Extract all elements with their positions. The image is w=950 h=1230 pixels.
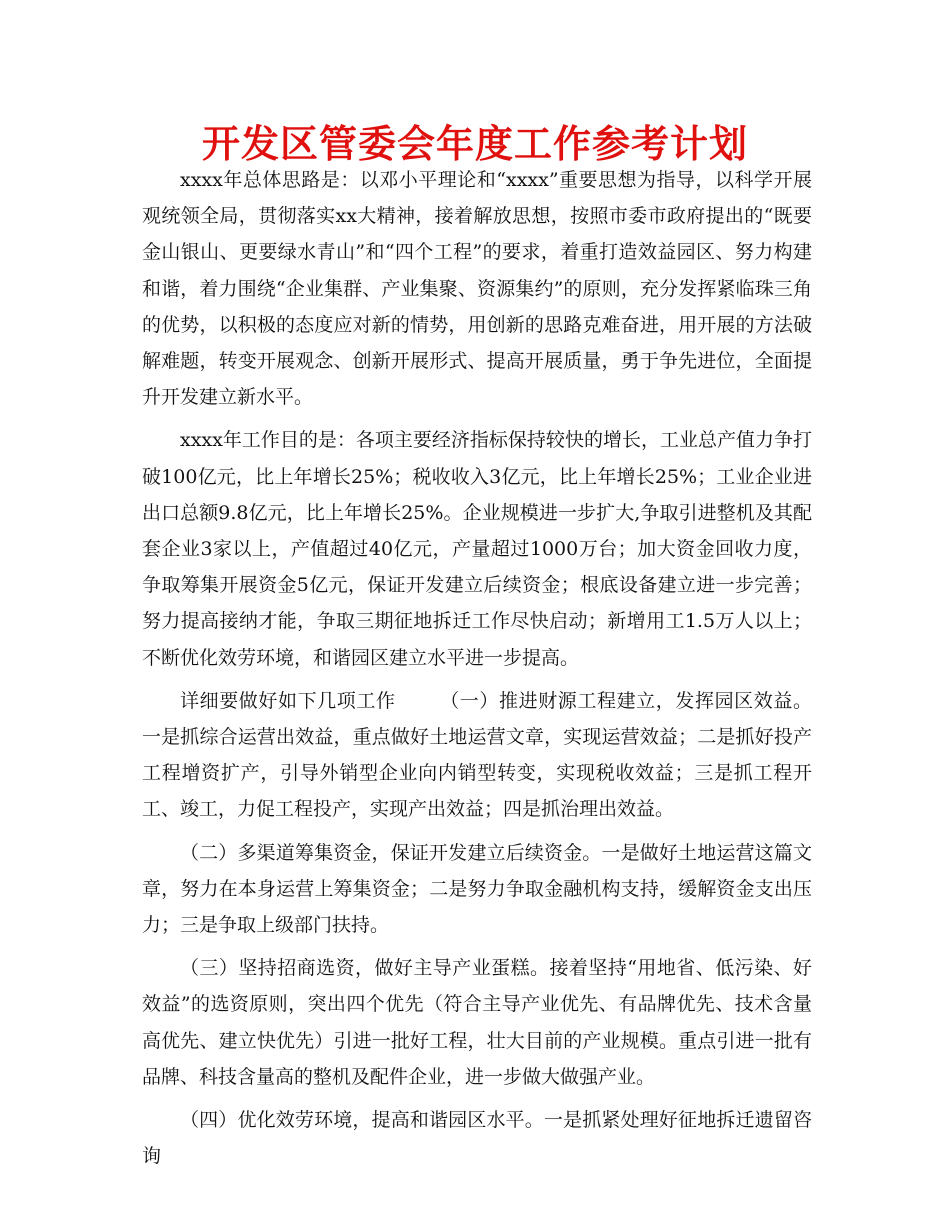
paragraph-task-four: （四）优化效劳环境，提高和谐园区水平。一是抓紧处理好征地拆迁遗留咨询 xyxy=(142,1109,812,1168)
paragraph-task-three: （三）坚持招商选资，做好主导产业蛋糕。接着坚持“用地省、低污染、好效益”的选资原则，突出四个优先（符合主导产业优先、有品牌优先、技术含量高优先、建立快优先）引进一批好工程，壮大目前的产业规模。重点引进一批有品牌、科技含量高的整机及配件企业，进一步做大做强产业。 xyxy=(142,957,812,1088)
paragraph-annual-goals: xxxx年工作目的是：各项主要经济指标保持较快的增长，工业总产值力争打破100亿元，比上年增长25%；税收收入3亿元，比上年增长25%；工业企业进出口总额9.8亿元，比上年增长25%。企业规模进一步扩大,争取引进整机及其配套企业3家以上，产值超过40亿元，产量超过1000万台；加大资金回收力度，争取筹集开展资金5亿元，保证开发建立后续资金；根底设备建立进一步完善；努力提高接纳才能，争取三期征地拆迁工作尽快启动；新增用工1.5万人以上；不断优化效劳环境，和谐园区建立水平进一步提高。 xyxy=(142,429,812,669)
document-title: 开发区管委会年度工作参考计划 xyxy=(201,122,748,166)
task-one: （一）推进财源工程建立，发挥园区效益。一是抓综合运营出效益，重点做好土地运营文章，实现运营效益；二是抓好投产工程增资扩产，引导外销型企业向内销型转变，实现税收效益；三是抓工程开工、竣工，力促工程投产，实现产出效益；四是抓治理出效益。 xyxy=(142,689,812,821)
paragraph-task-two: （二）多渠道筹集资金，保证开发建立后续资金。一是做好土地运营这篇文章，努力在本身运营上筹集资金；二是努力争取金融机构支持，缓解资金支出压力；三是争取上级部门扶持。 xyxy=(142,841,812,937)
paragraph-detailed-tasks xyxy=(142,683,812,828)
detail-intro: 详细要做好如下几项工作 xyxy=(180,689,396,712)
paragraph-overall-approach: xxxx年总体思路是：以邓小平理论和“xxxx”重要思想为指导，以科学开展观统领全局，贯彻落实xx大精神，接着解放思想，按照市委市政府提出的“既要金山银山、更要绿水青山”和“四个工程”的要求，着重打造效益园区、努力构建和谐，着力围绕“企业集群、产业集聚、资源集约”的原则，充分发挥紧临珠三角的优势，以积极的态度应对新的情势，用创新的思路克难奋进，用开展的方法破解难题，转变开展观念、创新开展形式、提高开展质量，勇于争先进位，全面提升开发建立新水平。 xyxy=(142,169,812,409)
document-body xyxy=(142,162,812,1181)
